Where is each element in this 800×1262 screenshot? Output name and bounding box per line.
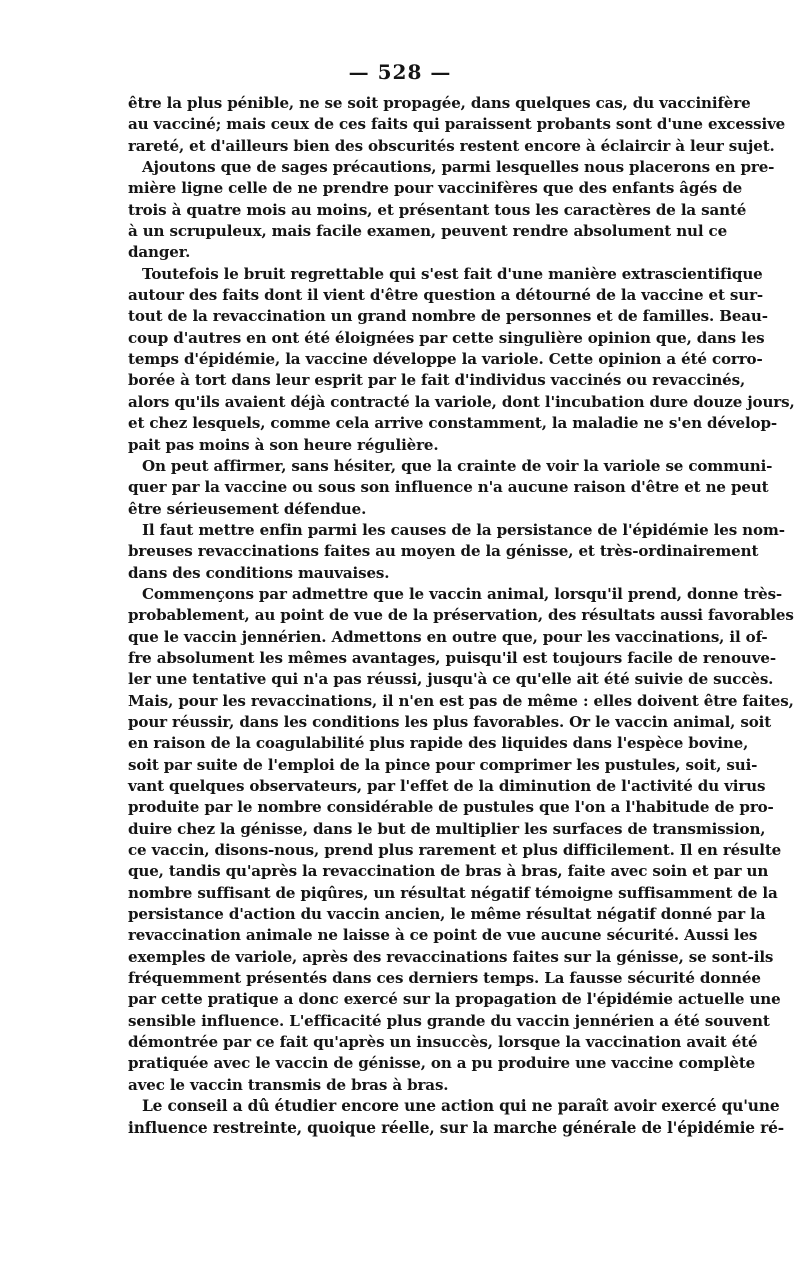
body-text [128,93,795,1139]
text-line: être sérieusement défendue. [128,499,367,518]
text-line: ler une tentative qui n'a pas réussi, jusqu'à ce qu'elle ait été suivie de succès. [128,670,774,689]
text-line: sensible influence. L'efficacité plus grande du vaccin jennérien a été souvent [128,1011,770,1030]
text-line: que, tandis qu'après la revaccination de bras à bras, faite avec soin et par un [128,862,769,881]
text-line: Commençons par admettre que le vaccin animal, lorsqu'il prend, donne très- [142,584,783,603]
text-line: soit par suite de l'emploi de la pince pour comprimer les pustules, soit, sui- [128,755,758,774]
text-line: Il faut mettre enfin parmi les causes de la persistance de l'épidémie les nom- [142,520,785,539]
text-line: autour des faits dont il vient d'être question a détourné de la vaccine et sur- [128,286,763,305]
paragraph [128,1096,784,1139]
text-line: nombre suffisant de piqûres, un résultat négatif témoigne suffisamment de la [128,883,778,902]
text-line: pratiquée avec le vaccin de génisse, on a pu produire une vaccine complète [128,1054,756,1073]
text-line: fre absolument les mêmes avantages, puisqu'il est toujours facile de renouve- [128,648,776,667]
text-line: borée à tort dans leur esprit par le fait d'individus vaccinés ou revaccinés, [128,371,746,390]
text-line: produite par le nombre considérable de pustules que l'on a l'habitude de pro- [128,798,774,817]
text-line: probablement, au point de vue de la préservation, des résultats aussi favorables [128,606,794,625]
text-line: ce vaccin, disons-nous, prend plus rarement et plus difficilement. Il en résulte [128,841,782,860]
text-line: Toutefois le bruit regrettable qui s'est fait d'une manière extrascientifique [142,264,763,283]
text-line: influence restreinte, quoique réelle, sur la marche générale de l'épidémie ré- [128,1118,784,1137]
paragraph [128,520,785,584]
text-line: que le vaccin jennérien. Admettons en outre que, pour les vaccinations, il of- [128,627,768,646]
text-line: quer par la vaccine ou sous son influence n'a aucune raison d'être et ne peut [128,478,769,497]
text-line: mière ligne celle de ne prendre pour vaccinifères que des enfants âgés de [128,179,743,198]
text-line: avec le vaccin transmis de bras à bras. [128,1075,449,1094]
text-line: duire chez la génisse, dans le but de multiplier les surfaces de transmission, [128,819,766,838]
text-line: en raison de la coagulabilité plus rapide des liquides dans l'espèce bovine, [128,734,749,753]
text-line: breuses revaccinations faites au moyen de la génisse, et très-ordinairement [128,542,759,561]
text-line: pait pas moins à son heure régulière. [128,435,439,454]
text-line: à un scrupuleux, mais facile examen, peuvent rendre absolument nul ce [128,222,728,241]
text-line: dans des conditions mauvaises. [128,563,390,582]
text-line: On peut affirmer, sans hésiter, que la crainte de voir la variole se communi- [142,456,773,475]
paragraph [128,93,786,157]
text-line: alors qu'ils avaient déjà contracté la variole, dont l'incubation dure douze jours, [128,392,795,411]
text-line: vant quelques observateurs, par l'effet de la diminution de l'activité du virus [128,777,766,795]
text-line: pour réussir, dans les conditions les plus favorables. Or le vaccin animal, soit [128,712,772,731]
text-line: Mais, pour les revaccinations, il n'en est pas de même : elles doivent être faites, [128,691,794,710]
text-line: persistance d'action du vaccin ancien, le même résultat négatif donné par la [128,905,766,924]
text-line: par cette pratique a donc exercé sur la propagation de l'épidémie actuelle une [128,990,781,1009]
text-line: Le conseil a dû étudier encore une action qui ne paraît avoir exercé qu'une [142,1097,780,1116]
text-line: démontrée par ce fait qu'après un insuccès, lorsque la vaccination avait été [128,1033,758,1052]
paragraph [128,264,795,456]
text-line: et chez lesquels, comme cela arrive constamment, la maladie ne s'en dévelop- [128,414,777,433]
text-line: coup d'autres en ont été éloignées par cette singulière opinion que, dans les [128,328,765,347]
paragraph [128,456,773,520]
text-line: trois à quatre mois au moins, et présentant tous les caractères de la santé [128,200,747,219]
text-line: fréquemment présentés dans ces derniers temps. La fausse sécurité donnée [128,969,761,988]
paragraph [128,157,775,264]
text-line: tout de la revaccination un grand nombre de personnes et de familles. Beau- [128,307,768,326]
text-line: Ajoutons que de sages précautions, parmi lesquelles nous placerons en pre- [142,158,775,177]
text-line: revaccination animale ne laisse à ce point de vue aucune sécurité. Aussi les [128,926,758,945]
text-line: danger. [128,243,191,262]
text-line: temps d'épidémie, la vaccine développe la variole. Cette opinion a été corro- [128,350,763,369]
text-line: au vacciné; mais ceux de ces faits qui paraissent probants sont d'une excessive [128,115,786,134]
text-line: exemples de variole, après des revaccinations faites sur la génisse, se sont-ils [128,947,774,966]
page-number: — 528 — [348,60,452,84]
paragraph [128,584,794,1096]
text-line: rareté, et d'ailleurs bien des obscurités restent encore à éclaircir à leur sujet. [128,136,775,155]
text-line: être la plus pénible, ne se soit propagée, dans quelques cas, du vaccinifère [128,94,751,112]
